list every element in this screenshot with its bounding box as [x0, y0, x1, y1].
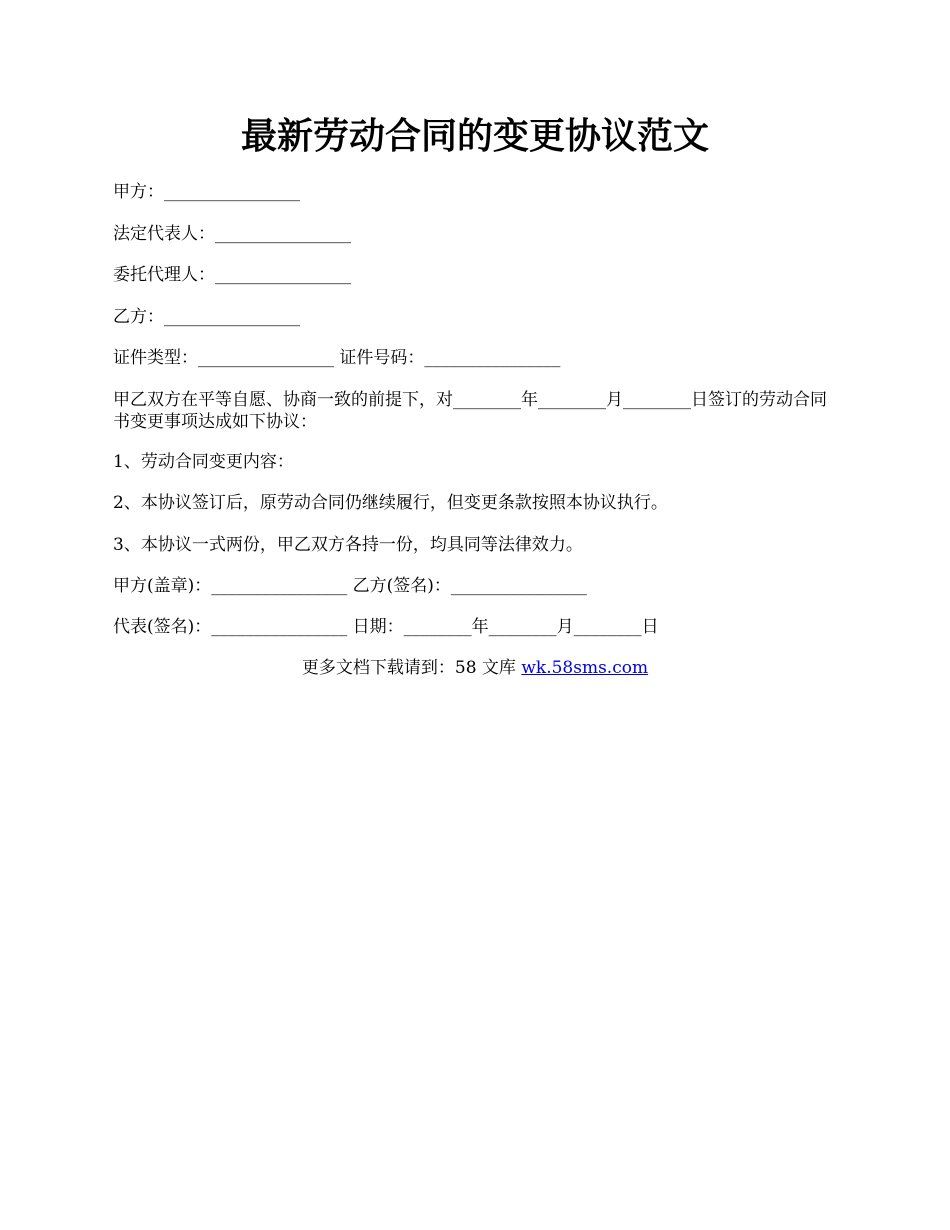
clause-2: 2、本协议签订后，原劳动合同仍继续履行，但变更条款按照本协议执行。 — [113, 493, 668, 513]
clause-1: 1、劳动合同变更内容： — [113, 452, 294, 472]
party-a-line: 甲方：________________ — [113, 182, 300, 202]
legal-representative-line: 法定代表人：________________ — [113, 224, 351, 244]
authorized-agent-line: 委托代理人：________________ — [113, 265, 351, 285]
footer-link[interactable]: wk.58sms.com — [521, 658, 649, 678]
footer — [0, 657, 950, 679]
party-b-line: 乙方：________________ — [113, 307, 300, 327]
clause-3: 3、本协议一式两份，甲乙双方各持一份，均具同等法律效力。 — [113, 535, 583, 555]
document-title: 最新劳动合同的变更协议范文 — [240, 115, 709, 157]
footer-text: 更多文档下载请到：58 文库 — [301, 658, 522, 678]
signature-line: 甲方(盖章)：________________ 乙方(签名)：________________ — [113, 576, 587, 596]
date-line: 代表(签名)：________________ 日期：________年________月________日 — [113, 617, 659, 637]
preamble-paragraph: 甲乙双方在平等自愿、协商一致的前提下，对________年________月________日签订的劳动合同书变更事项达成如下协议： — [113, 390, 827, 432]
id-type-number-line: 证件类型：________________ 证件号码：________________ — [113, 348, 561, 368]
